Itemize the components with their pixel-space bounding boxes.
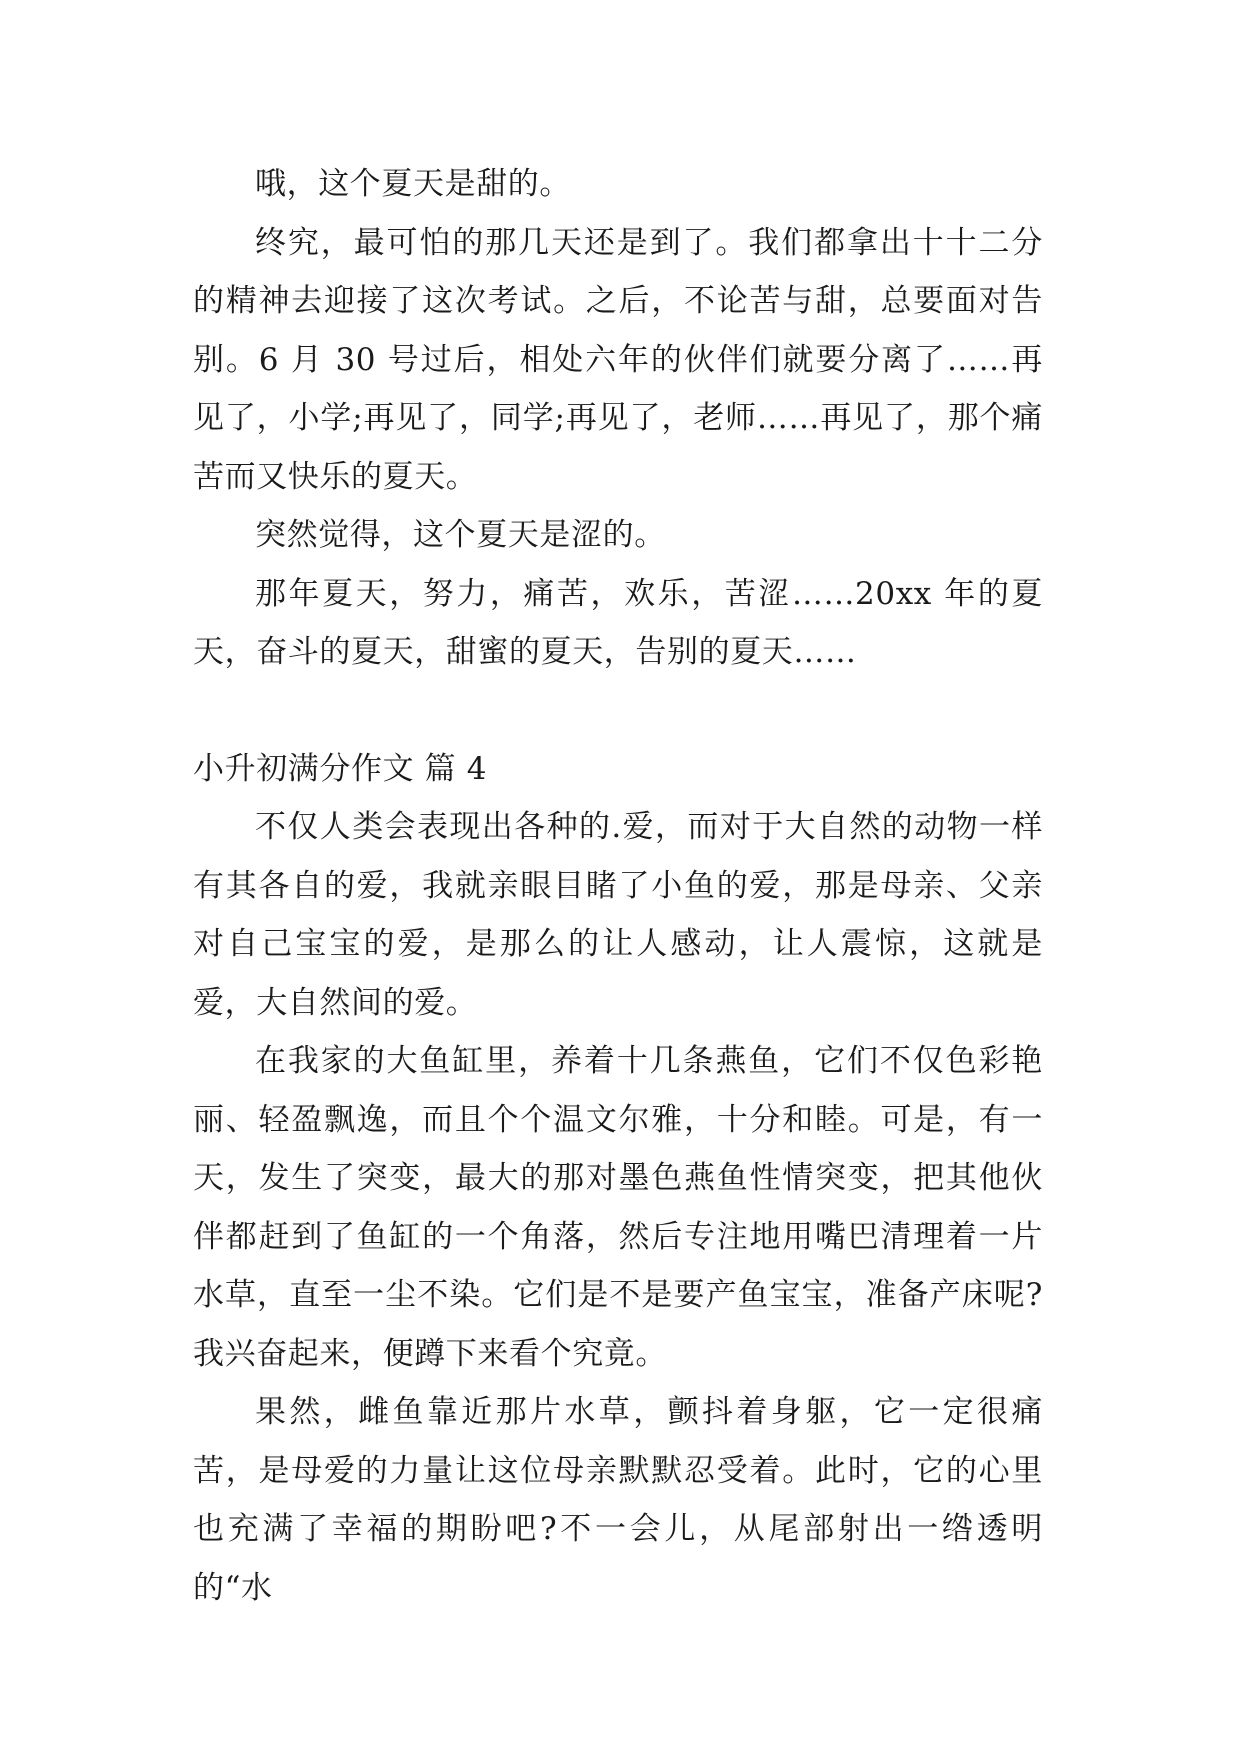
paragraph: 突然觉得，这个夏天是涩的。	[255, 517, 666, 553]
document-body	[193, 155, 1043, 1617]
section-heading: 小升初满分作文 篇 4	[193, 750, 488, 787]
paragraph: 不仅人类会表现出各种的.爱，而对于大自然的动物一样有其各自的爱，我就亲眼目睹了小鱼的爱，那是母亲、父亲对自己宝宝的爱，是那么的让人感动，让人震惊，这就是爱，大自然间的爱。	[193, 809, 1043, 1021]
paragraph: 哦，这个夏天是甜的。	[255, 166, 571, 202]
paragraph: 果然，雌鱼靠近那片水草，颤抖着身躯，它一定很痛苦，是母爱的力量让这位母亲默默忍受着。此时，它的心里也充满了幸福的期盼吧?不一会儿，从尾部射出一绺透明的“水	[193, 1394, 1043, 1606]
paragraph: 在我家的大鱼缸里，养着十几条燕鱼，它们不仅色彩艳丽、轻盈飘逸，而且个个温文尔雅，十分和睦。可是，有一天，发生了突变，最大的那对墨色燕鱼性情突变，把其他伙伴都赶到了鱼缸的一个角落，然后专注地用嘴巴清理着一片水草，直至一尘不染。它们是不是要产鱼宝宝，准备产床呢?我兴奋起来，便蹲下来看个究竟。	[193, 1043, 1043, 1372]
paragraph: 那年夏天，努力，痛苦，欢乐，苦涩……20xx 年的夏天，奋斗的夏天，甜蜜的夏天，告别的夏天……	[193, 575, 1043, 670]
paragraph: 终究，最可怕的那几天还是到了。我们都拿出十十二分的精神去迎接了这次考试。之后，不论苦与甜，总要面对告别。6 月 30 号过后，相处六年的伙伴们就要分离了……再见了，小学;再见了，同学;再见了，老师……再见了，那个痛苦而又快乐的夏天。	[193, 224, 1043, 495]
